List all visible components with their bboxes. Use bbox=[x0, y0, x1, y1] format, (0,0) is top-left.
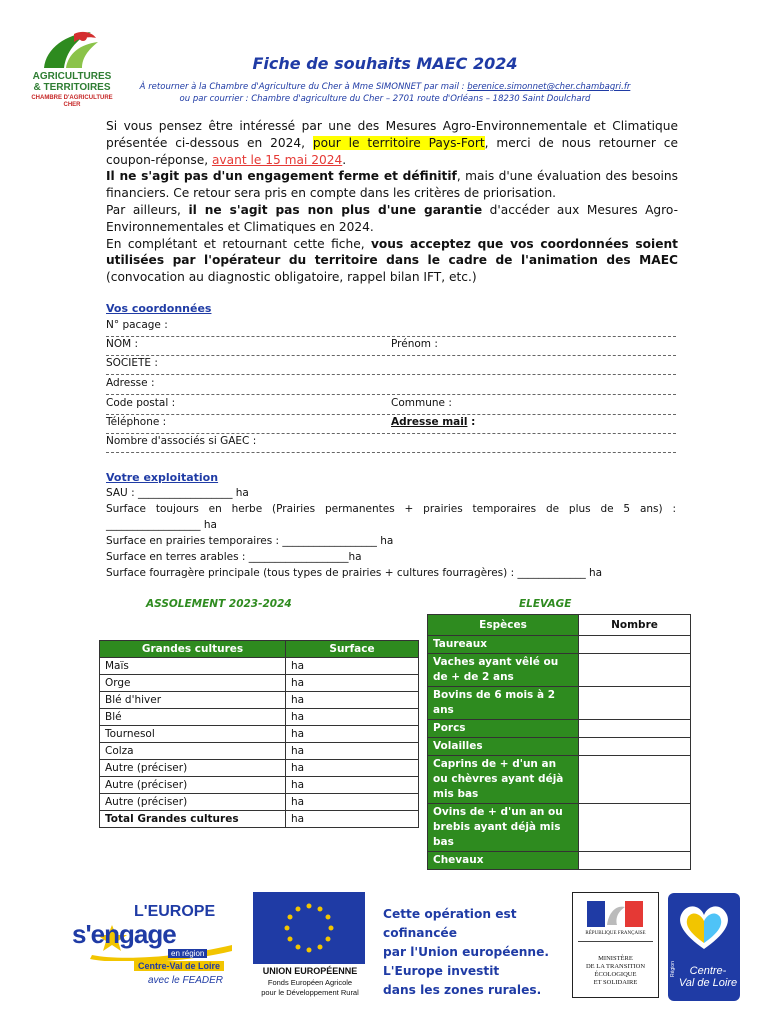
species-name: Taureaux bbox=[428, 636, 579, 654]
intro-paragraph-3 bbox=[106, 202, 678, 236]
table-row bbox=[428, 804, 691, 852]
nombre-cell[interactable] bbox=[579, 852, 691, 870]
field-mail-label bbox=[391, 416, 475, 428]
field-fourragere[interactable]: Surface fourragère principale (tous types de prairies + cultures fourragères) : _____________ ha bbox=[106, 567, 603, 579]
table-row bbox=[428, 654, 691, 687]
elevage-heading: ELEVAGE bbox=[519, 598, 572, 610]
email-link[interactable]: berenice.simonnet@cher.chambagri.fr bbox=[467, 82, 631, 92]
territory-highlight: pour le territoire Pays-Fort bbox=[312, 135, 485, 150]
cofinancement-text bbox=[383, 905, 563, 1000]
field-terres-arables[interactable]: Surface en terres arables : ___________________ha bbox=[106, 551, 362, 563]
section-title-coordonnees: Vos coordonnées bbox=[106, 302, 212, 315]
intro-p1-a: Si vous pensez être intéressé par une des Mesures Agro-Environnementale et Climatique présentée ci-dessous en 2024, bbox=[106, 119, 678, 150]
nombre-cell[interactable] bbox=[579, 720, 691, 738]
intro-p2-bold: Il ne s'agit pas d'un engagement ferme et définitif bbox=[106, 169, 457, 184]
nombre-cell[interactable] bbox=[579, 636, 691, 654]
ue-text-1: UNION EUROPÉENNE bbox=[262, 966, 358, 976]
intro-paragraph-2 bbox=[106, 168, 678, 202]
intro-p1-c: . bbox=[342, 152, 347, 167]
surface-cell[interactable]: ha bbox=[286, 794, 419, 811]
field-code-postal-label: Code postal : bbox=[106, 397, 176, 409]
species-name: Chevaux bbox=[428, 852, 579, 870]
cofin-line-4: dans les zones rurales. bbox=[383, 983, 542, 997]
cofin-line-3: L'Europe investit bbox=[383, 964, 500, 978]
col-nombre: Nombre bbox=[579, 615, 691, 636]
table-row bbox=[100, 794, 419, 811]
field-associes-label: Nombre d'associés si GAEC : bbox=[106, 435, 257, 447]
logo-graphic-icon bbox=[36, 28, 106, 72]
ministere-text bbox=[573, 955, 658, 987]
field-prairies-temporaires[interactable]: Surface en prairies temporaires : __________________ ha bbox=[106, 535, 394, 547]
ue-text-2: Fonds Européen Agricole bbox=[267, 978, 353, 987]
crop-name: Maïs bbox=[100, 658, 286, 675]
table-row bbox=[100, 692, 419, 709]
deadline-text: avant le 15 mai 2024 bbox=[211, 152, 343, 167]
region-heart-icon bbox=[674, 899, 734, 955]
logo-text-line2: & TERRITOIRES bbox=[33, 82, 111, 93]
crop-name: Autre (préciser) bbox=[100, 760, 286, 777]
ministere-line-4: ET SOLIDAIRE bbox=[593, 979, 638, 986]
union-europeenne-logo bbox=[250, 892, 370, 1004]
table-row bbox=[428, 636, 691, 654]
elevage-table bbox=[427, 614, 691, 870]
crop-name: Autre (préciser) bbox=[100, 794, 286, 811]
table-row bbox=[100, 658, 419, 675]
surface-cell[interactable]: ha bbox=[286, 811, 419, 828]
col-especes: Espèces bbox=[428, 615, 579, 636]
marianne-icon bbox=[587, 901, 643, 927]
intro-p4-a: En complétant et retournant cette fiche, bbox=[106, 236, 371, 251]
field-sau[interactable]: SAU : __________________ ha bbox=[106, 487, 249, 499]
intro-paragraph-4 bbox=[106, 236, 678, 286]
europe-sengage-logo bbox=[72, 903, 237, 995]
field-prenom-label: Prénom : bbox=[391, 338, 438, 350]
europe-text-1: L'EUROPE bbox=[134, 903, 216, 920]
return-instructions-post: ou par courrier : Chambre d'agriculture du Cher – 2701 route d'Orléans – 18230 Saint Doulchard bbox=[179, 94, 591, 104]
field-commune-label: Commune : bbox=[391, 397, 452, 409]
crop-name: Autre (préciser) bbox=[100, 777, 286, 794]
region-label: Région bbox=[670, 961, 676, 977]
nombre-cell[interactable] bbox=[579, 654, 691, 687]
field-telephone-mail[interactable] bbox=[106, 414, 676, 434]
ministere-line-1: MINISTÈRE bbox=[598, 955, 633, 962]
table-row bbox=[100, 726, 419, 743]
crop-name-total: Total Grandes cultures bbox=[100, 811, 286, 828]
nombre-cell[interactable] bbox=[579, 687, 691, 720]
section-title-exploitation: Votre exploitation bbox=[106, 471, 219, 484]
species-name: Caprins de + d'un an ou chèvres ayant déjà mis bas bbox=[428, 756, 579, 804]
surface-cell[interactable]: ha bbox=[286, 709, 419, 726]
ue-text-3: pour le Développement Rural bbox=[261, 988, 359, 997]
table-row bbox=[428, 756, 691, 804]
field-telephone-label: Téléphone : bbox=[106, 416, 167, 428]
field-nom-label: NOM : bbox=[106, 338, 139, 350]
assolement-header-row bbox=[100, 641, 419, 658]
page-title: Fiche de souhaits MAEC 2024 bbox=[252, 54, 518, 73]
logo-text-line1: AGRICULTURES bbox=[32, 71, 112, 82]
ministere-logo bbox=[572, 892, 659, 998]
crop-name: Blé bbox=[100, 709, 286, 726]
region-centre-logo bbox=[668, 893, 740, 1001]
surface-cell[interactable]: ha bbox=[286, 692, 419, 709]
cofin-line-1: Cette opération est cofinancée bbox=[383, 907, 517, 940]
table-row bbox=[428, 687, 691, 720]
surface-cell[interactable]: ha bbox=[286, 726, 419, 743]
species-name: Porcs bbox=[428, 720, 579, 738]
crop-name: Tournesol bbox=[100, 726, 286, 743]
return-mail-text: À retourner à la Chambre d'Agriculture du Cher à Mme SIMONNET par mail : bbox=[139, 82, 468, 92]
field-adresse[interactable] bbox=[106, 375, 676, 395]
surface-cell[interactable]: ha bbox=[286, 675, 419, 692]
table-row-total bbox=[100, 811, 419, 828]
region-name-line-2: Val de Loire bbox=[678, 977, 738, 989]
table-row bbox=[428, 720, 691, 738]
table-row bbox=[428, 738, 691, 756]
field-pacage-label: N° pacage : bbox=[106, 319, 168, 331]
assolement-table bbox=[99, 640, 419, 828]
intro-p3-rest: d'accéder aux Mesures Agro-Environnementales et Climatiques en 2024. bbox=[106, 202, 678, 234]
field-societe[interactable] bbox=[106, 355, 676, 375]
intro-p2-rest: , mais d'une évaluation des besoins financiers. Ce retour sera pris en compte dans les critères de priorisation. bbox=[106, 169, 678, 201]
field-pacage[interactable] bbox=[106, 317, 676, 337]
col-surface: Surface bbox=[286, 641, 419, 658]
europe-text-5: avec le FEADER bbox=[148, 975, 224, 986]
field-sth[interactable]: __________________ ha bbox=[106, 519, 217, 531]
table-row bbox=[100, 777, 419, 794]
table-row bbox=[100, 760, 419, 777]
field-associes-gaec[interactable] bbox=[106, 433, 676, 453]
crop-name: Orge bbox=[100, 675, 286, 692]
crop-name: Colza bbox=[100, 743, 286, 760]
table-row bbox=[428, 852, 691, 870]
intro-p4-bold: vous acceptez que vos coordonnées soient utilisées par l'opérateur du territoire dans le cadre de l'animation des MAEC bbox=[106, 236, 678, 268]
cofin-line-2: par l'Union européenne. bbox=[383, 945, 549, 959]
logo-text-line3: CHAMBRE D'AGRICULTURE bbox=[31, 95, 113, 101]
surface-cell[interactable]: ha bbox=[286, 760, 419, 777]
intro-p3-a: Par ailleurs, bbox=[106, 202, 189, 217]
ministere-line-2: DE LA TRANSITION bbox=[585, 963, 646, 970]
intro-p3-bold: il ne s'agit pas non plus d'une garantie bbox=[188, 202, 483, 217]
field-code-postal-commune[interactable] bbox=[106, 395, 676, 415]
europe-text-3: en région bbox=[168, 949, 207, 958]
field-societe-label: SOCIETE : bbox=[106, 357, 158, 369]
table-row bbox=[100, 675, 419, 692]
species-name: Vaches ayant vêlé ou de + de 2 ans bbox=[428, 654, 579, 687]
species-name: Ovins de + d'un an ou brebis ayant déjà mis bas bbox=[428, 804, 579, 852]
table-row bbox=[100, 709, 419, 726]
species-name: Bovins de 6 mois à 2 ans bbox=[428, 687, 579, 720]
chambre-agriculture-logo bbox=[30, 28, 114, 114]
logo-text-line4: CHER bbox=[63, 102, 81, 108]
nombre-cell[interactable] bbox=[579, 738, 691, 756]
field-mail-colon: : bbox=[467, 416, 476, 428]
crop-name: Blé d'hiver bbox=[100, 692, 286, 709]
elevage-header-row bbox=[428, 615, 691, 636]
table-row bbox=[100, 743, 419, 760]
nombre-cell[interactable] bbox=[579, 756, 691, 804]
ministere-divider bbox=[578, 941, 653, 942]
intro-p1-b: , merci de nous retourner ce coupon-réponse, bbox=[106, 135, 678, 167]
field-adresse-label: Adresse : bbox=[106, 377, 155, 389]
surface-cell[interactable]: ha bbox=[286, 743, 419, 760]
intro-p4-rest: (convocation au diagnostic obligatoire, rappel bilan IFT, etc.) bbox=[106, 270, 477, 285]
intro-paragraph-1 bbox=[106, 118, 678, 168]
region-name bbox=[678, 965, 738, 989]
return-instructions-mail bbox=[120, 82, 650, 92]
rf-text: RÉPUBLIQUE FRANÇAISE bbox=[585, 931, 646, 936]
col-grandes-cultures: Grandes cultures bbox=[100, 641, 286, 658]
surface-cell[interactable]: ha bbox=[286, 658, 419, 675]
assolement-heading: ASSOLEMENT 2023-2024 bbox=[146, 598, 292, 610]
intro-text bbox=[106, 118, 678, 286]
ministere-line-3: ÉCOLOGIQUE bbox=[594, 971, 637, 978]
eu-flag-icon bbox=[253, 892, 365, 964]
field-sth-label: Surface toujours en herbe (Prairies permanentes + prairies temporaires de plus de 5 ans) : bbox=[106, 503, 676, 515]
surface-cell[interactable]: ha bbox=[286, 777, 419, 794]
field-nom-prenom[interactable] bbox=[106, 336, 676, 356]
nombre-cell[interactable] bbox=[579, 804, 691, 852]
species-name: Volailles bbox=[428, 738, 579, 756]
europe-text-4: Centre-Val de Loire bbox=[134, 961, 224, 971]
region-name-line-1: Centre- bbox=[689, 965, 727, 977]
europe-text-2: s'engage bbox=[72, 919, 176, 949]
field-mail-label-bold: Adresse mail bbox=[391, 416, 468, 428]
